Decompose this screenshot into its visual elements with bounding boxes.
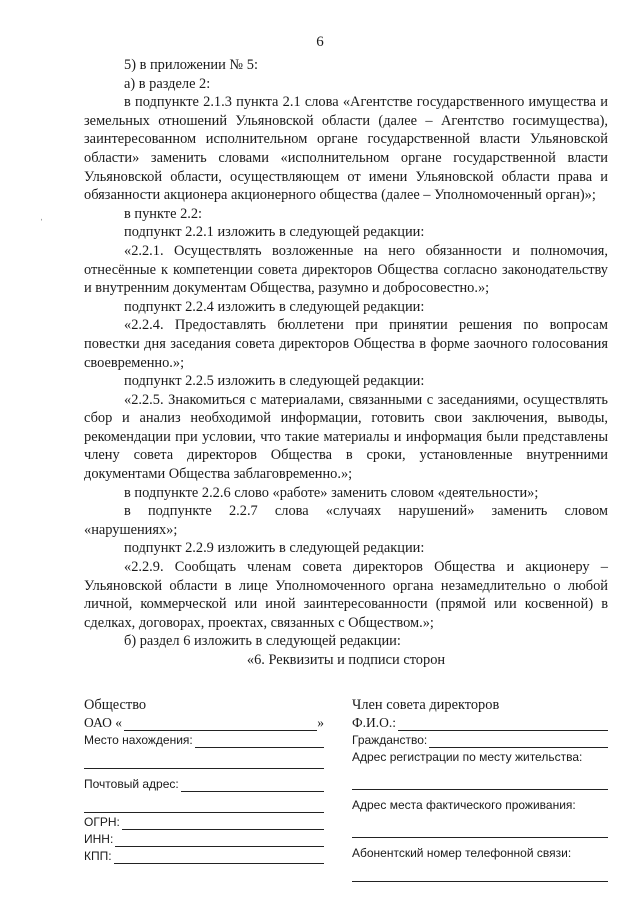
ogrn-field[interactable] <box>122 817 324 830</box>
location-label: Место нахождения: <box>84 733 193 747</box>
paragraph: 5) в приложении № 5: <box>124 57 258 73</box>
phone-field[interactable] <box>352 867 608 882</box>
reg-address-field[interactable] <box>352 775 608 790</box>
paragraph: а) в разделе 2: <box>124 75 211 92</box>
paragraph: подпункт 2.2.4 изложить в следующей редакции: <box>124 298 425 315</box>
paragraph: в пункте 2.2: <box>124 205 203 222</box>
location-row <box>84 732 324 748</box>
oao-suffix: » <box>317 715 324 730</box>
location-field[interactable] <box>195 735 324 748</box>
paragraph: в подпункте 2.2.7 слова «случаях нарушений» заменить словом «нарушениях»; <box>84 503 608 538</box>
postal-field[interactable] <box>181 779 324 792</box>
right-party-column <box>352 696 608 882</box>
postal-label: Почтовый адрес: <box>84 777 179 791</box>
fio-label: Ф.И.О.: <box>352 715 397 730</box>
postal-row <box>84 776 324 792</box>
paragraph: подпункт 2.2.5 изложить в следующей редакции: <box>124 373 425 390</box>
ogrn-label: ОГРН: <box>84 815 120 829</box>
kpp-row <box>84 848 324 864</box>
ogrn-row <box>84 814 324 830</box>
citizenship-label: Гражданство: <box>352 733 428 747</box>
inn-field[interactable] <box>115 834 324 847</box>
oao-prefix: ОАО « <box>84 715 123 730</box>
paragraph: подпункт 2.2.1 изложить в следующей редакции: <box>124 224 425 241</box>
oao-row <box>84 715 324 731</box>
reg-address-label: Адрес регистрации по месту жительства: <box>352 750 583 764</box>
citizenship-field[interactable] <box>429 735 608 748</box>
inn-row <box>84 831 324 847</box>
inn-label: ИНН: <box>84 832 114 846</box>
kpp-field[interactable] <box>114 851 324 864</box>
left-party-column <box>84 696 324 882</box>
fio-field[interactable] <box>398 718 608 731</box>
paragraph: «2.2.9. Сообщать членам совета директоров Общества и акционеру – Ульяновской области в лице Уполномоченного органа незамедлительно о любой личной, коммерческой или иной заинтересованности (прямой или косвенной) в сделках, договорах, проектах, связанных с Обществом.»; <box>84 559 608 631</box>
kpp-label: КПП: <box>84 849 112 863</box>
section-heading: «6. Реквизиты и подписи сторон <box>246 652 446 668</box>
margin-mark: ˌ <box>40 210 44 221</box>
phone-label: Абонентский номер телефонной связи: <box>352 846 572 860</box>
body-text <box>84 56 608 670</box>
citizenship-row <box>352 732 608 748</box>
left-party-title: Общество <box>84 697 147 713</box>
paragraph: «2.2.5. Знакомиться с материалами, связанными с заседаниями, осуществлять сбор и анализ необходимой информации, готовить свои заключения, выводы, рекомендации при условии, что такие материалы и информация были представлены члену совета директоров Общества в сроки, установленные внутренними документами Общества заблаговременно.»; <box>84 391 608 483</box>
actual-address-label: Адрес места фактического проживания: <box>352 798 576 812</box>
reg-address-row <box>352 749 608 765</box>
paragraph: б) раздел 6 изложить в следующей редакции: <box>124 633 401 650</box>
actual-address-row <box>352 797 608 813</box>
paragraph: «2.2.4. Предоставлять бюллетени при принятии решения по вопросам повестки дня заседания совета директоров Общества в форме заочного голосования своевременно.»; <box>84 317 608 371</box>
postal-field-extra[interactable] <box>84 798 324 813</box>
paragraph: в подпункте 2.1.3 пункта 2.1 слова «Агентстве государственного имущества и земельных отношений Ульяновской области (далее – Агентство госимущества), заинтересованном исполнительном органе государственной власти Ульяновской области» заменить словами «исполнительном органе государственной власти Ульяновской области, осуществляющем от имени Ульяновской области права и обязанности акционера акционерного общества (далее – Уполномоченный орган)»; <box>84 94 608 204</box>
location-field-extra[interactable] <box>84 754 324 769</box>
page-number: 6 <box>316 34 324 50</box>
paragraph: «2.2.1. Осуществлять возложенные на него обязанности и полномочия, отнесённые к компетенции совета директоров Общества согласно законодательству и внутренним документам Общества, разумно и добросовестно.»; <box>84 242 608 297</box>
oao-name-field[interactable] <box>124 718 317 731</box>
phone-row <box>352 845 608 861</box>
right-party-title: Член совета директоров <box>352 697 500 713</box>
paragraph: в подпункте 2.2.6 слово «работе» заменить словом «деятельности»; <box>124 484 539 501</box>
fio-row <box>352 715 608 731</box>
paragraph: подпункт 2.2.9 изложить в следующей редакции: <box>124 540 425 557</box>
actual-address-field[interactable] <box>352 823 608 838</box>
signature-block <box>84 696 608 882</box>
